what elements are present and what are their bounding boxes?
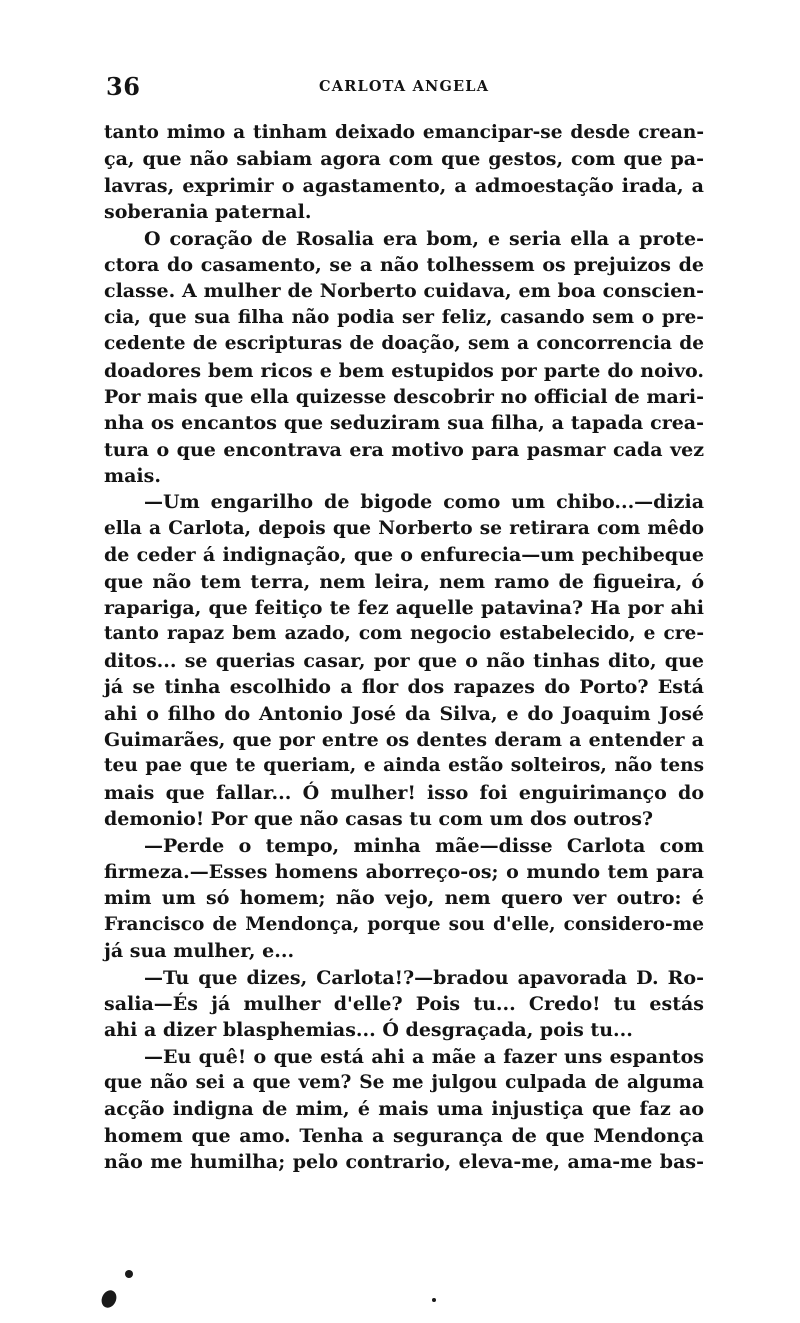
text-line: que não sei a que vem? Se me julgou culpada de alguma — [104, 1072, 704, 1094]
text-line: de ceder á indignação, que o enfurecia—um pechibeque — [104, 544, 704, 567]
text-line: tanto mimo a tinham deixado emancipar-se desde crean- — [104, 122, 704, 143]
text-line: demonio! Por que não casas tu com um dos outros? — [104, 808, 654, 831]
text-line: —Um engarilho de bigode como um chibo...—dizia — [144, 491, 704, 514]
text-line: já sua mulher, e... — [104, 940, 295, 963]
text-line: ça, que não sabiam agora com que gestos, com que pa- — [104, 148, 704, 171]
text-line: rapariga, que feitiço te fez aquelle patavina? Ha por ahi — [104, 597, 704, 620]
text-line: salia—És já mulher d'elle? Pois tu... Credo! tu estás — [104, 992, 704, 1015]
text-line: ditos... se querias casar, por que o não tinhas dito, que — [104, 649, 704, 672]
text-line: teu pae que te queriam, e ainda estão solteiros, não tens — [104, 755, 704, 777]
text-line: tanto rapaz bem azado, com negocio estabelecido, e cre- — [104, 623, 704, 645]
text-line: não me humilha; pelo contrario, eleva-me, ama-me bas- — [104, 1151, 704, 1174]
running-title: CARLOTA ANGELA — [319, 78, 490, 95]
body-text — [104, 120, 704, 1176]
text-line: cedente de escripturas de doação, sem a concorrencia de — [104, 333, 704, 355]
page-header — [104, 70, 704, 106]
text-line: Francisco de Mendonça, porque sou d'elle, considero-me — [104, 913, 704, 935]
ink-speck — [125, 1270, 133, 1278]
text-line: —Eu quê! o que está ahi a mãe a fazer uns espantos — [144, 1045, 704, 1068]
text-line: —Tu que dizes, Carlota!?—bradou apavorada D. Ro- — [144, 966, 704, 989]
text-line: O coração de Rosalia era bom, e seria ella a prote- — [144, 227, 704, 250]
text-line: ahi o filho do Antonio José da Silva, e do Joaquim José — [104, 702, 704, 725]
text-line: nha os encantos que seduziram sua filha, a tapada crea- — [104, 412, 704, 435]
text-line: ella a Carlota, depois que Norberto se retirara com mêdo — [104, 517, 704, 539]
text-line: acção indigna de mim, é mais uma injustiça que faz ao — [104, 1098, 704, 1121]
text-line: classe. A mulher de Norberto cuidava, em boa conscien- — [104, 280, 704, 303]
page-number: 36 — [106, 72, 141, 101]
text-line: já se tinha escolhido a flor dos rapazes do Porto? Está — [104, 676, 704, 699]
text-line: homem que amo. Tenha a segurança de que Mendonça — [104, 1124, 704, 1147]
ink-blot — [99, 1288, 119, 1310]
text-line: ahi a dizer blasphemias... Ó desgraçada, pois tu... — [104, 1019, 633, 1042]
text-line: tura o que encontrava era motivo para pasmar cada vez — [104, 438, 704, 461]
text-line: mim um só homem; não vejo, nem quero ver outro: é — [104, 887, 704, 910]
ink-speck — [432, 1298, 436, 1302]
text-line: —Perde o tempo, minha mãe—disse Carlota com — [144, 834, 704, 857]
text-line: doadores bem ricos e bem estupidos por parte do noivo. — [104, 359, 704, 382]
text-line: que não tem terra, nem leira, nem ramo de figueira, ó — [104, 570, 704, 593]
text-line: cia, que sua filha não podia ser feliz, casando sem o pre- — [104, 306, 704, 328]
text-line: mais que fallar... Ó mulher! isso foi enguirimanço do — [104, 781, 704, 804]
text-line: soberania paternal. — [104, 201, 312, 224]
text-line: mais. — [104, 465, 161, 488]
text-line: firmeza.—Esses homens aborreço-os; o mundo tem para — [104, 860, 704, 883]
text-line: Guimarães, que por entre os dentes deram a entender a — [104, 728, 704, 751]
text-line: lavras, exprimir o agastamento, a admoestação irada, a — [104, 174, 704, 197]
text-line: ctora do casamento, se a não tolhessem os prejuizos de — [104, 253, 704, 276]
text-line: Por mais que ella quizesse descobrir no official de mari- — [104, 385, 704, 408]
